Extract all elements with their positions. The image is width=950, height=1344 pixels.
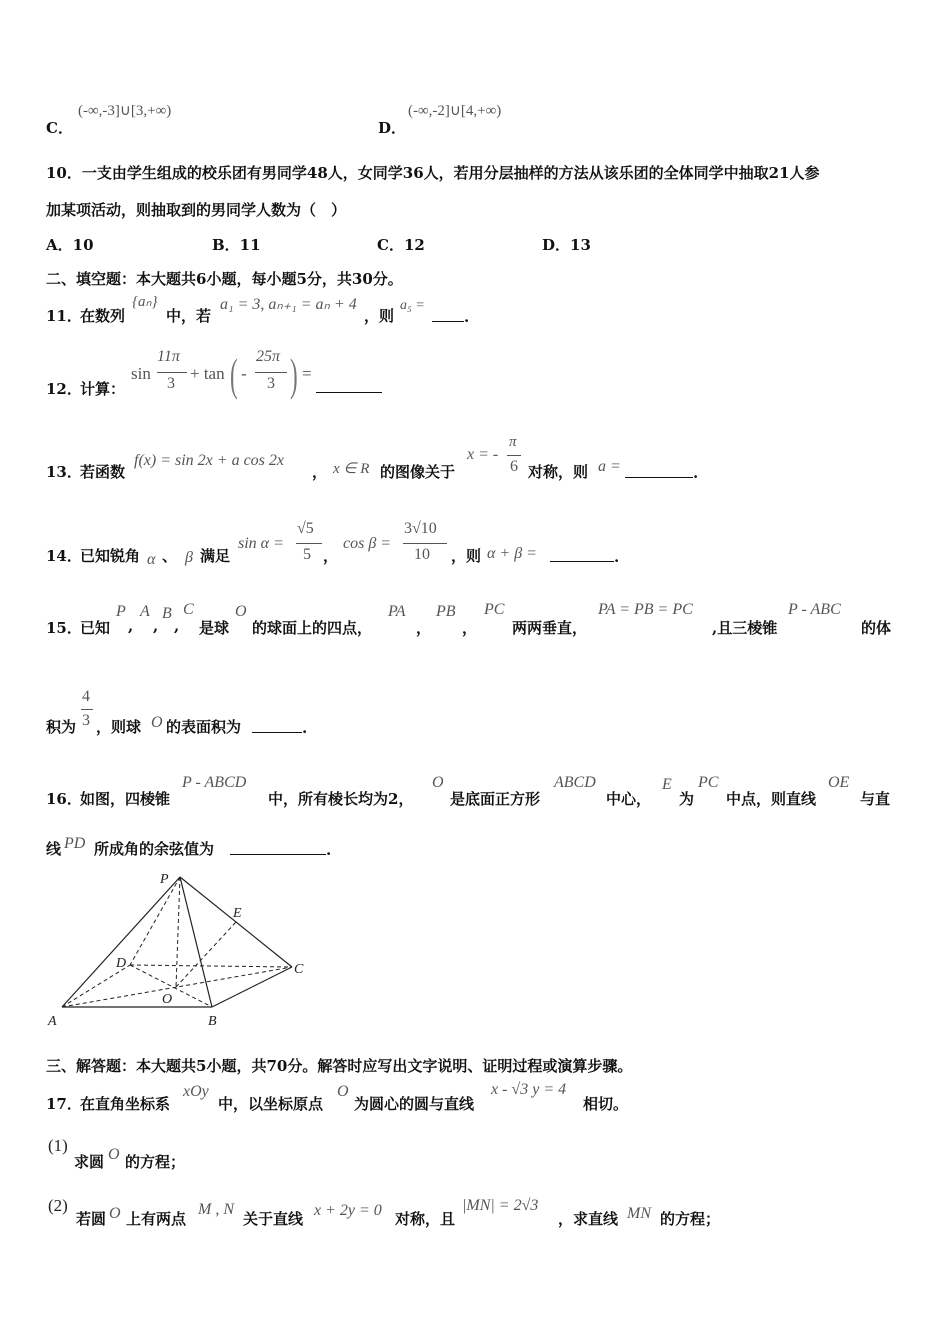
q17-tangent-line: x - √3 y = 4 <box>491 1081 567 1098</box>
q9-option-c-label: C． <box>46 119 73 137</box>
q14-sin-alpha: sin α = <box>238 535 284 552</box>
q17-text-4: 相切。 <box>583 1095 629 1113</box>
q12-sin: sin <box>131 364 151 383</box>
q12-frac2-num: 25π <box>256 348 281 365</box>
q15-volume-den: 3 <box>82 712 90 729</box>
q15-volume-bar <box>81 709 93 710</box>
q13-a-equals: a = <box>598 458 621 475</box>
q11-text-1: 在数列 <box>80 307 126 325</box>
edge-bc <box>212 967 292 1007</box>
q17-part1-end: 的方程； <box>125 1153 186 1171</box>
q11-period: . <box>464 308 470 326</box>
q13-frac-num: π <box>509 434 517 450</box>
q16-text-5: 为 <box>679 790 695 808</box>
q17-xoy: xOy <box>183 1083 209 1100</box>
q12-text-1: 计算： <box>80 380 126 398</box>
q16-number: 16． <box>46 790 82 808</box>
q14-period: . <box>614 548 620 566</box>
q17-line-mn: MN <box>627 1205 651 1222</box>
q14-text-2: 满足 <box>200 547 231 565</box>
q14-alpha: α <box>147 551 156 568</box>
q14-answer-blank[interactable] <box>550 545 619 566</box>
q17-part2-text-1: 若圆 <box>76 1210 107 1228</box>
q15-sep-1: ， <box>416 619 432 637</box>
segment-oe <box>176 922 236 987</box>
q12-frac2-bar <box>255 372 287 373</box>
q17-points-mn: M , N <box>198 1201 234 1218</box>
q12-right-paren: ) <box>290 349 298 400</box>
q12-number: 12． <box>46 380 82 398</box>
q16-text-6: 中点，则直线 <box>726 790 817 808</box>
q15-volume-num: 4 <box>82 688 90 705</box>
q17-text-1: 在直角坐标系 <box>80 1095 171 1113</box>
q14-text-1: 已知锐角 <box>80 547 141 565</box>
q10-option-d: D．13 <box>542 236 591 254</box>
q12-left-paren: ( <box>230 349 238 400</box>
q10-option-c: C．12 <box>377 236 425 254</box>
q15-point-a: A <box>140 603 150 620</box>
q15-comma-3: , <box>174 617 180 635</box>
label-o: O <box>162 992 173 1007</box>
q14-frac1-bar <box>296 543 322 544</box>
q16-point-e: E <box>662 776 672 793</box>
q16-period: . <box>326 841 332 859</box>
q13-comma: ， <box>312 463 328 481</box>
q15-pyramid: P - ABC <box>788 601 841 618</box>
q14-frac2-bar <box>403 543 447 544</box>
q12-frac2-den: 3 <box>267 375 275 392</box>
q17-symmetry-line: x + 2y = 0 <box>314 1202 382 1219</box>
label-a: A <box>48 1014 57 1029</box>
q15-center-o: O <box>235 603 247 620</box>
q15-text-2: 是球 <box>199 619 230 637</box>
edge-pb <box>180 877 212 1007</box>
q17-part2-text-6: 的方程； <box>660 1210 721 1228</box>
q10-option-b: B．11 <box>212 236 261 254</box>
q10-number: 10． <box>46 164 82 182</box>
q13-x-equals: x = - <box>467 446 499 463</box>
q15-text-8: ，则球 <box>96 718 142 736</box>
q15-text-9: 的表面积为 <box>166 718 242 736</box>
q13-text-1: 若函数 <box>80 463 126 481</box>
q13-text-3: 对称，则 <box>528 463 589 481</box>
q15-text-5: ,且三棱锥 <box>712 619 778 637</box>
q14-separator: 、 <box>162 547 178 565</box>
q11-text-2: 中，若 <box>166 307 212 325</box>
q12-minus: - <box>241 364 247 383</box>
q15-text-7: 积为 <box>46 718 77 736</box>
q16-oe: OE <box>828 774 850 791</box>
q13-period: . <box>693 464 699 482</box>
q14-frac2-num: 3√10 <box>404 520 437 537</box>
section-3-heading: 三、解答题：本大题共5小题，共70分。解答时应写出文字说明、证明过程或演算步骤。 <box>46 1057 633 1075</box>
q13-domain: x ∈ R <box>333 461 370 477</box>
q17-part1-marker: (1) <box>48 1136 68 1155</box>
q11-answer-blank[interactable] <box>432 305 469 326</box>
edge-ad <box>62 965 130 1007</box>
q10-line1 <box>46 162 820 183</box>
q16-pc: PC <box>698 774 719 791</box>
q15-sphere-o: O <box>151 714 163 731</box>
q17-text-3: 为圆心的圆与直线 <box>354 1095 475 1113</box>
q16-text-2: 中，所有棱长均为2， <box>268 790 414 808</box>
q14-sum: α + β = <box>487 545 537 562</box>
q13-number: 13． <box>46 463 82 481</box>
q15-period: . <box>302 719 308 737</box>
q10-option-a: A．10 <box>46 236 94 254</box>
q12-frac1-den: 3 <box>167 375 175 392</box>
q17-part2-text-4: 对称，且 <box>395 1210 456 1228</box>
q16-text-9: 所成角的余弦值为 <box>94 840 215 858</box>
q12-frac1-bar <box>157 372 187 373</box>
q14-text-3: ，则 <box>451 547 482 565</box>
edge-pa <box>62 877 180 1007</box>
q16-text-7: 与直 <box>860 790 891 808</box>
q14-frac2-den: 10 <box>414 546 430 563</box>
edge-pd <box>130 877 180 965</box>
q14-frac1-den: 5 <box>303 546 311 563</box>
q12-equals: = <box>302 364 312 383</box>
q16-center-o: O <box>432 774 444 791</box>
q9-option-c-expr: (-∞,-3]∪[3,+∞) <box>78 103 172 119</box>
q17-part1-circle-o: O <box>108 1146 120 1163</box>
q17-text-2: 中，以坐标原点 <box>218 1095 324 1113</box>
q16-text-8: 线 <box>46 840 62 858</box>
q15-text-6: 的体 <box>861 619 892 637</box>
q14-number: 14． <box>46 547 82 565</box>
q12-frac1-num: 11π <box>157 348 180 365</box>
q11-target: a₅ = <box>400 298 425 313</box>
q15-pc: PC <box>484 601 505 618</box>
q13-frac-bar <box>507 455 521 456</box>
label-d: D <box>116 956 127 971</box>
q17-part2-circle-o: O <box>109 1205 121 1222</box>
q16-text-1: 如图，四棱锥 <box>80 790 171 808</box>
q10-stem-1: 一支由学生组成的校乐团有男同学48人，女同学36人，若用分层抽样的方法从该乐团的全体同学中抽取21人参 <box>81 164 820 182</box>
q17-part2-marker: (2) <box>48 1196 68 1215</box>
q15-point-p: P <box>116 603 126 620</box>
q15-comma-2: , <box>153 617 159 635</box>
q17-origin-o: O <box>337 1083 349 1100</box>
q15-text-3: 的球面上的四点， <box>252 619 373 637</box>
q11-condition: a₁ = 3, aₙ₊₁ = aₙ + 4 <box>220 296 357 313</box>
q16-pd: PD <box>64 835 86 852</box>
q13-text-2: 的图像关于 <box>380 463 456 481</box>
q16-pyramid-figure <box>40 865 320 1035</box>
q14-frac1-num: √5 <box>297 520 314 537</box>
q15-answer-blank[interactable] <box>252 716 307 737</box>
edge-dc <box>130 965 292 967</box>
q16-text-4: 中心， <box>606 790 652 808</box>
q15-pa: PA <box>388 603 406 620</box>
q15-comma-1: , <box>128 617 134 635</box>
diag-ac <box>62 967 292 1007</box>
q15-point-b: B <box>162 605 172 622</box>
q13-function: f(x) = sin 2x + a cos 2x <box>134 452 284 469</box>
q11-text-3: ，则 <box>364 307 395 325</box>
q17-chord-length: |MN| = 2√3 <box>462 1197 539 1214</box>
q16-square: ABCD <box>554 774 596 791</box>
q12-plus-tan: + tan <box>190 364 225 383</box>
q12-answer-blank[interactable] <box>316 376 382 397</box>
height-po <box>176 877 180 987</box>
q17-part2-text-5: ，求直线 <box>558 1210 619 1228</box>
q9-option-d-expr: (-∞,-2]∪[4,+∞) <box>408 103 502 119</box>
edge-pc <box>180 877 292 967</box>
q16-answer-blank[interactable] <box>230 838 331 859</box>
section-2-heading: 二、填空题：本大题共6小题，每小题5分，共30分。 <box>46 270 403 288</box>
q15-text-1: 已知 <box>80 619 111 637</box>
label-e: E <box>233 906 242 921</box>
q16-text-3: 是底面正方形 <box>450 790 541 808</box>
q11-sequence: {aₙ} <box>132 294 158 310</box>
q13-answer-blank[interactable] <box>625 461 698 482</box>
q17-part1-text: 求圆 <box>74 1153 105 1171</box>
q14-beta: β <box>185 549 193 566</box>
q9-option-d-label: D． <box>378 119 407 137</box>
q15-equal-edges: PA = PB = PC <box>598 601 693 618</box>
q17-part2-text-2: 上有两点 <box>126 1210 187 1228</box>
label-b: B <box>208 1014 217 1029</box>
q15-sep-2: ， <box>462 619 478 637</box>
q15-text-4: 两两垂直， <box>512 619 588 637</box>
q14-comma: ， <box>323 547 339 565</box>
q13-frac-den: 6 <box>510 458 518 475</box>
q17-part2-text-3: 关于直线 <box>243 1210 304 1228</box>
label-p: P <box>160 872 169 887</box>
q15-pb: PB <box>436 603 456 620</box>
q15-number: 15． <box>46 619 82 637</box>
q14-cos-beta: cos β = <box>343 535 392 552</box>
q11-number: 11． <box>46 307 82 325</box>
q17-number: 17． <box>46 1095 82 1113</box>
q15-point-c: C <box>183 601 194 618</box>
q16-pyramid: P - ABCD <box>182 774 247 791</box>
label-c: C <box>294 962 304 977</box>
q10-line2: 加某项活动，则抽取到的男同学人数为（ ） <box>46 201 347 219</box>
